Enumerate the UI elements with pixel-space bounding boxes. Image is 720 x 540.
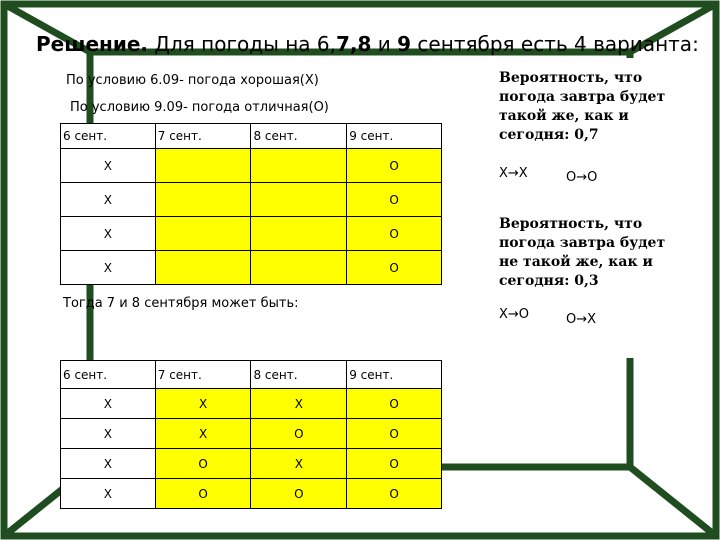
t1-cell [155,217,251,251]
t2-cell: О [347,449,442,479]
condition-line-2: По условию 9.09- погода отличная(О) [70,100,329,115]
t1-cell [251,217,347,251]
table-row [61,449,442,479]
t2-cell: О [251,419,347,449]
title-text-a: Для погоды на 6, [148,32,336,56]
table-row [61,389,442,419]
t1-cell: Х [61,149,156,183]
middle-text: Тогда 7 и 8 сентября может быть: [63,296,299,311]
t2-cell: Х [251,449,347,479]
table-row [61,183,442,217]
transition-o-x: О→Х [566,312,597,327]
table-variants-2 [60,360,442,509]
side1-line: погода завтра будет [499,89,666,105]
t2-cell: Х [61,479,156,509]
transition-o-o: О→О [566,170,598,185]
table-row [61,419,442,449]
t1-header: 6 сент. [61,124,156,149]
t2-cell: Х [251,389,347,419]
t2-cell: О [347,389,442,419]
t1-cell: Х [61,217,156,251]
title-text-c: сентября есть 4 варианта: [411,32,699,56]
side2-line: погода завтра будет [499,235,666,251]
t2-cell: О [155,479,251,509]
t2-cell: О [155,449,251,479]
t1-cell [155,251,251,285]
t2-cell: Х [61,419,156,449]
t1-cell [251,183,347,217]
t1-cell [251,149,347,183]
t2-cell: Х [61,389,156,419]
t1-cell: О [347,217,442,251]
t2-cell: Х [155,389,251,419]
slide-title [36,32,699,56]
t1-cell [155,149,251,183]
title-text-b: и [371,32,398,56]
t2-header: 7 сент. [155,361,251,389]
t1-cell [155,183,251,217]
t1-cell: Х [61,183,156,217]
side1-line: сегодня: 0,7 [499,127,599,143]
t1-header: 8 сент. [251,124,347,149]
t2-cell: О [251,479,347,509]
table-row [61,251,442,285]
side2-line: не такой же, как и [499,254,653,270]
table-row [61,149,442,183]
side1-line: такой же, как и [499,108,629,124]
probability-diff-text [499,215,665,291]
t1-cell: О [347,251,442,285]
table-variants-1 [60,123,442,285]
side2-line: Вероятность, что [499,216,643,232]
t2-cell: О [347,479,442,509]
t1-cell: О [347,183,442,217]
title-bold: Решение. [36,32,149,56]
title-num-b: 9 [397,32,412,56]
t2-cell: О [347,419,442,449]
table-row [61,479,442,509]
title-num-a: 7,8 [336,32,372,56]
t2-header: 6 сент. [61,361,156,389]
condition-line-1: По условию 6.09- погода хорошая(Х) [66,73,319,88]
side2-line: сегодня: 0,3 [499,273,599,289]
t1-header: 7 сент. [155,124,251,149]
side1-line: Вероятность, что [499,70,643,86]
transition-x-o: Х→О [499,307,530,322]
transition-x-x: Х→Х [499,166,528,181]
t1-cell: О [347,149,442,183]
t1-cell [251,251,347,285]
t2-header: 9 сент. [347,361,442,389]
t2-cell: Х [155,419,251,449]
table-row [61,217,442,251]
t2-header: 8 сент. [251,361,347,389]
t2-cell: Х [61,449,156,479]
probability-same-text [499,69,665,145]
t1-cell: Х [61,251,156,285]
t1-header: 9 сент. [347,124,442,149]
